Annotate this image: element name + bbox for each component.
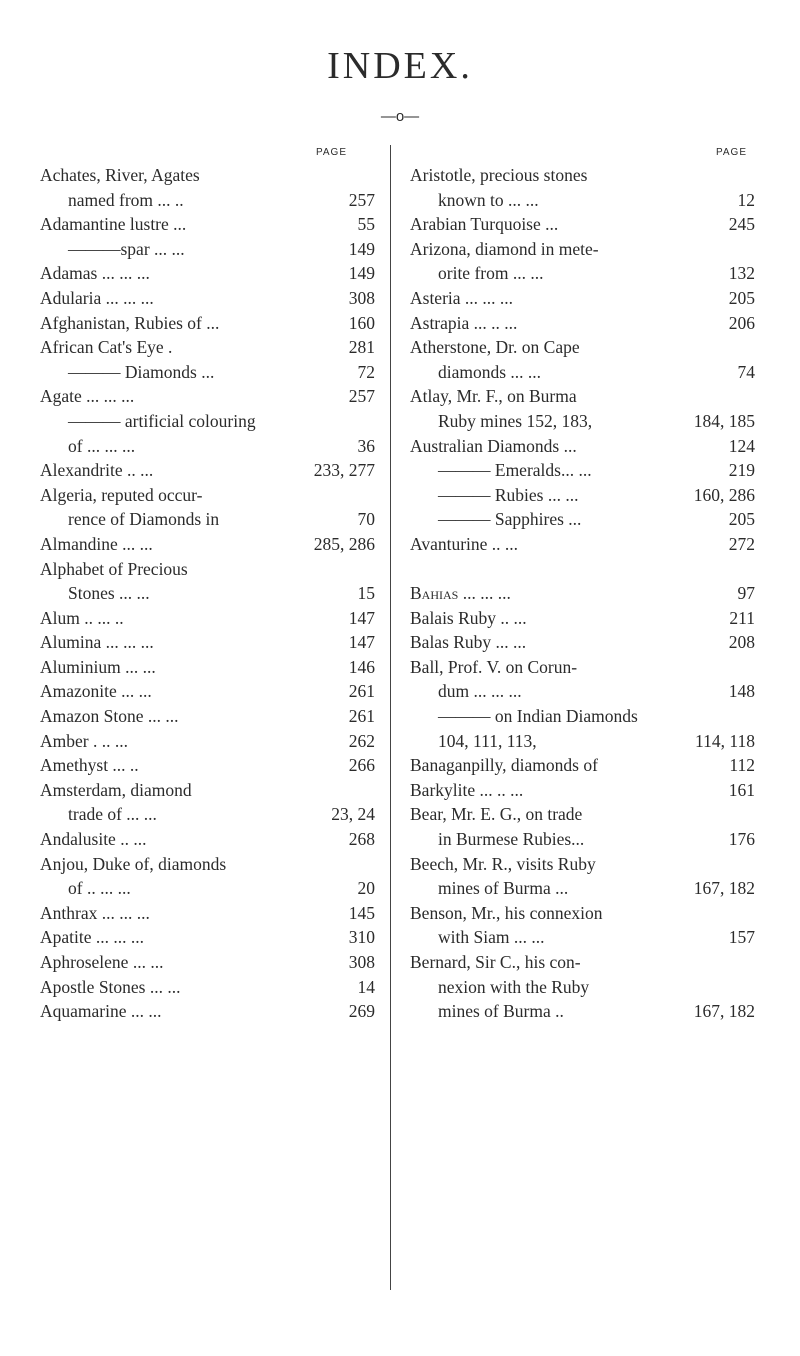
entry-text: mines of Burma ..	[438, 1001, 564, 1022]
index-entry	[410, 532, 755, 557]
index-entry	[40, 188, 375, 213]
index-entry	[410, 852, 755, 877]
entry-text: Algeria, reputed occur-	[40, 484, 203, 505]
entry-text: orite from ... ...	[438, 263, 544, 284]
index-entry	[410, 655, 755, 680]
entry-text: Bear, Mr. E. G., on trade	[410, 804, 583, 825]
entry-page-number: 211	[729, 607, 755, 628]
entry-text: Beech, Mr. R., visits Ruby	[410, 853, 596, 874]
index-entry	[40, 606, 375, 631]
entry-text: known to ... ...	[438, 189, 539, 210]
entry-text: Asteria ... ... ...	[410, 287, 514, 308]
index-entry	[410, 876, 755, 901]
entry-text: of ... ... ...	[68, 435, 136, 456]
entry-page-number: 23, 24	[331, 804, 375, 825]
index-entry	[40, 286, 375, 311]
entry-text: 104, 111, 113,	[438, 730, 537, 751]
index-entry	[410, 753, 755, 778]
index-entry	[40, 729, 375, 754]
entry-text: Arabian Turquoise ...	[410, 214, 559, 235]
entry-text: Agate ... ... ...	[40, 386, 135, 407]
entry-text: Aluminium ... ...	[40, 656, 156, 677]
page-column-header: PAGE	[315, 147, 347, 158]
entry-text: Amethyst ... ..	[40, 755, 139, 776]
entry-text: Barkylite ... .. ...	[410, 779, 524, 800]
entry-text: Benson, Mr., his connexion	[410, 902, 603, 923]
entry-page-number: 272	[728, 533, 755, 554]
entry-text: Ruby mines 152, 183,	[438, 410, 593, 431]
entry-page-number: 55	[357, 214, 375, 235]
entry-text: Amsterdam, diamond	[40, 779, 192, 800]
entry-page-number: 176	[728, 829, 755, 850]
index-entry	[410, 458, 755, 483]
index-entry	[410, 606, 755, 631]
entry-text: Australian Diamonds ...	[410, 435, 577, 456]
entry-text: Adamantine lustre ...	[40, 214, 187, 235]
index-entry	[40, 163, 375, 188]
entry-page-number: 257	[348, 189, 375, 210]
entry-text: Anjou, Duke of, diamonds	[40, 853, 227, 874]
entry-text: mines of Burma ...	[438, 878, 569, 899]
index-entry	[410, 975, 755, 1000]
entry-text: Aphroselene ... ...	[40, 952, 164, 972]
index-entry	[40, 852, 375, 877]
entry-page-number: 261	[348, 681, 375, 702]
index-entry	[410, 212, 755, 237]
column-divider	[390, 145, 391, 1290]
entry-page-number: 146	[348, 656, 375, 677]
entry-page-number: 261	[348, 706, 375, 727]
entry-page-number: 148	[728, 681, 755, 702]
index-entry	[410, 999, 755, 1024]
index-entry	[410, 261, 755, 286]
index-entry	[40, 261, 375, 286]
index-entry	[40, 458, 375, 483]
entry-text: named from ... ..	[68, 189, 184, 210]
index-entry	[40, 975, 375, 1000]
index-entry	[410, 679, 755, 704]
index-entry	[410, 802, 755, 827]
entry-text: Alumina ... ... ...	[40, 632, 154, 653]
entry-page-number: 147	[348, 632, 375, 653]
entry-page-number: 219	[728, 460, 755, 481]
entry-page-number: 70	[357, 509, 375, 530]
entry-page-number: 124	[728, 435, 755, 456]
entry-text: Anthrax ... ... ...	[40, 902, 150, 923]
entry-page-number: 208	[728, 632, 755, 653]
index-entry	[40, 876, 375, 901]
entry-page-number: 74	[737, 361, 755, 382]
entry-page-number: 160	[348, 312, 375, 333]
entry-page-number: 97	[737, 583, 755, 604]
entry-text: nexion with the Ruby	[438, 976, 590, 997]
index-entry	[40, 925, 375, 950]
index-entry	[40, 655, 375, 680]
entry-text: Andalusite .. ...	[40, 829, 147, 850]
index-entry	[410, 630, 755, 655]
index-entry	[410, 507, 755, 532]
entry-page-number: 15	[357, 583, 375, 604]
entry-page-number: 149	[348, 263, 375, 284]
entry-text: Alphabet of Precious	[40, 558, 188, 579]
entry-text: Adamas ... ... ...	[40, 263, 150, 284]
entry-text: Achates, River, Agates	[40, 165, 200, 185]
entry-page-number: 245	[728, 214, 755, 235]
section-gap	[410, 557, 755, 582]
entry-text: Balais Ruby .. ...	[410, 607, 527, 628]
entry-text: ——— artificial colouring	[68, 410, 256, 431]
entry-page-number: 147	[348, 607, 375, 628]
entry-text: ———spar ... ...	[68, 238, 185, 259]
index-entry	[40, 557, 375, 582]
entry-text: Alum .. ... ..	[40, 607, 124, 628]
index-entry	[40, 483, 375, 508]
entry-text: Apatite ... ... ...	[40, 927, 145, 948]
index-entry	[410, 286, 755, 311]
entry-text: African Cat's Eye .	[40, 337, 173, 358]
entry-page-number: 12	[737, 189, 755, 210]
page-column-header: PAGE	[715, 147, 747, 158]
entry-text: Amber . .. ...	[40, 730, 128, 751]
entry-page-number: 20	[357, 878, 375, 899]
index-entry	[40, 630, 375, 655]
entry-text: ——— Emeralds... ...	[438, 460, 592, 481]
entry-page-number: 149	[348, 238, 375, 259]
entry-page-number: 233, 277	[313, 460, 375, 481]
entry-text: Apostle Stones ... ...	[40, 976, 181, 997]
index-entry	[410, 778, 755, 803]
entry-page-number: 205	[728, 287, 755, 308]
index-entry	[410, 188, 755, 213]
index-entry	[410, 827, 755, 852]
entry-text: with Siam ... ...	[438, 927, 545, 948]
index-entry	[410, 925, 755, 950]
entry-text: trade of ... ...	[68, 804, 157, 825]
entry-text: Amazonite ... ...	[40, 681, 152, 702]
entry-text: diamonds ... ...	[438, 361, 542, 382]
index-entry	[410, 360, 755, 385]
entry-text: rence of Diamonds in	[68, 509, 220, 530]
index-entry	[410, 384, 755, 409]
index-entry	[410, 581, 755, 606]
index-entry	[40, 999, 375, 1024]
index-entry	[40, 335, 375, 360]
entry-page-number: 112	[729, 755, 755, 776]
entry-text: Avanturine .. ...	[410, 533, 519, 554]
index-entry	[40, 802, 375, 827]
entry-text: Aristotle, precious stones	[410, 165, 588, 185]
entry-text: Banaganpilly, diamonds of	[410, 755, 598, 776]
entry-text: Aquamarine ... ...	[40, 1001, 162, 1022]
index-entry	[40, 827, 375, 852]
index-entry	[40, 532, 375, 557]
entry-text: Adularia ... ... ...	[40, 287, 154, 308]
index-entry	[40, 311, 375, 336]
index-entry	[40, 384, 375, 409]
entry-page-number: 262	[348, 730, 375, 751]
entry-text: Alexandrite .. ...	[40, 460, 154, 481]
entry-page-number: 161	[728, 779, 755, 800]
entry-page-number: 14	[357, 976, 375, 997]
index-entry	[410, 704, 755, 729]
entry-text: Almandine ... ...	[40, 533, 153, 554]
entry-page-number: 310	[348, 927, 375, 948]
entry-text: Bernard, Sir C., his con-	[410, 952, 581, 972]
entry-text: ——— on Indian Diamonds	[438, 706, 638, 727]
page-title: INDEX.	[327, 45, 473, 87]
left-column	[40, 143, 375, 1024]
entry-text: of .. ... ...	[68, 878, 131, 899]
entry-page-number: 268	[348, 829, 375, 850]
entry-page-number: 206	[728, 312, 755, 333]
entry-text: Ball, Prof. V. on Corun-	[410, 656, 578, 677]
entry-text: ——— Diamonds ...	[68, 361, 215, 382]
entry-page-number: 266	[348, 755, 375, 776]
index-entry	[40, 778, 375, 803]
entry-page-number: 308	[348, 287, 375, 308]
index-entry	[40, 581, 375, 606]
entry-page-number: 285, 286	[313, 533, 375, 554]
entry-page-number: 72	[357, 361, 375, 382]
entry-page-number: 167, 182	[693, 1001, 755, 1022]
title-separator: —o—	[380, 108, 420, 125]
right-column	[410, 143, 755, 1024]
entry-page-number: 36	[357, 435, 375, 456]
left-entry-list	[40, 163, 375, 1024]
entry-page-number: 160, 286	[693, 484, 755, 505]
index-entry	[40, 901, 375, 926]
index-entry	[40, 679, 375, 704]
index-entry	[410, 409, 755, 434]
index-entry	[410, 434, 755, 459]
index-entry	[40, 704, 375, 729]
entry-page-number: 132	[728, 263, 755, 284]
index-entry	[40, 237, 375, 262]
right-entry-list	[410, 163, 755, 1024]
entry-page-number: 167, 182	[693, 878, 755, 899]
entry-text: Afghanistan, Rubies of ...	[40, 312, 220, 333]
index-entry	[40, 753, 375, 778]
entry-page-number: 145	[348, 902, 375, 923]
entry-text: ——— Sapphires ...	[438, 509, 582, 530]
index-entry	[410, 729, 755, 754]
entry-page-number: 184, 185	[693, 410, 755, 431]
index-entry	[40, 360, 375, 385]
index-entry	[40, 212, 375, 237]
entry-text: in Burmese Rubies...	[438, 829, 585, 850]
index-entry	[40, 434, 375, 459]
entry-text: ——— Rubies ... ...	[438, 484, 579, 505]
entry-page-number: 157	[728, 927, 755, 948]
index-entry	[40, 507, 375, 532]
entry-text: Atlay, Mr. F., on Burma	[410, 386, 577, 407]
entry-page-number: 281	[348, 337, 375, 358]
index-entry	[410, 237, 755, 262]
index-entry	[410, 483, 755, 508]
index-entry	[410, 950, 755, 975]
entry-page-number: 114, 118	[695, 730, 755, 751]
index-entry	[410, 311, 755, 336]
index-entry	[410, 901, 755, 926]
entry-text: Astrapia ... .. ...	[410, 312, 518, 333]
index-entry	[410, 335, 755, 360]
entry-text: Balas Ruby ... ...	[410, 632, 527, 653]
entry-page-number: 257	[348, 386, 375, 407]
index-entry	[40, 950, 375, 975]
entry-text: Stones ... ...	[68, 583, 150, 604]
entry-text: Arizona, diamond in mete-	[410, 238, 599, 259]
index-entry	[410, 163, 755, 188]
entry-text: Amazon Stone ... ...	[40, 706, 179, 727]
index-entry	[40, 409, 375, 434]
entry-text: Atherstone, Dr. on Cape	[410, 337, 580, 358]
entry-text: Bahias ... ... ...	[410, 583, 511, 604]
entry-page-number: 205	[728, 509, 755, 530]
entry-text: dum ... ... ...	[438, 681, 522, 702]
entry-page-number: 269	[348, 1001, 375, 1022]
entry-page-number: 308	[348, 952, 375, 972]
